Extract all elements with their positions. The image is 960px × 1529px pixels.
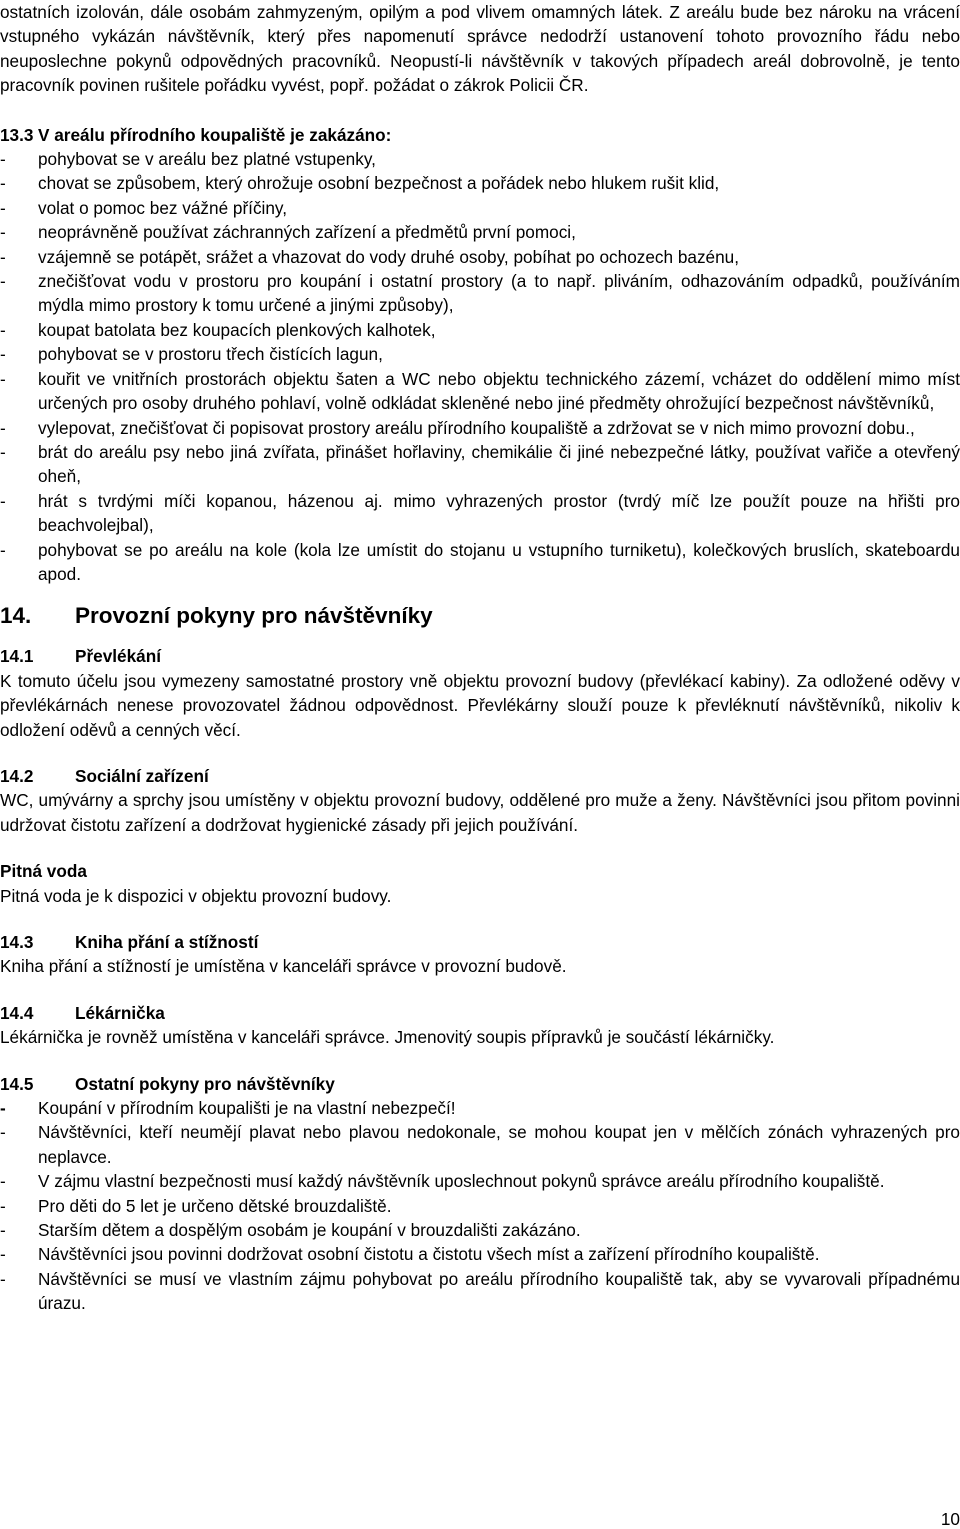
list-dash: - (0, 441, 6, 462)
section-14-3-heading (0, 930, 960, 954)
chapter-number: 14. (0, 603, 32, 629)
list-item-text: Návštěvníci se musí ve vlastním zájmu pohybovat po areálu přírodního koupaliště tak, aby se vyvarovali případnému úrazu. (38, 1268, 960, 1314)
list-dash: - (0, 344, 6, 365)
section-title: Lékárnička (75, 1002, 165, 1023)
list-item-text: pohybovat se v areálu bez platné vstupenky, (38, 149, 376, 170)
prohibited-item (0, 245, 960, 269)
prohibited-item (0, 269, 960, 318)
section-14-3-text: Kniha přání a stížností je umístěna v kanceláři správce v provozní budově. (0, 956, 567, 977)
list-item-text: znečišťovat vodu v prostoru pro koupání i ostatní prostory (a to např. pliváním, odhazováním odpadků, používáním mýdla mimo prostory k tomu určené a jinými způsoby), (38, 271, 960, 316)
section-14-2-text: WC, umývárny a sprchy jsou umístěny v objektu provozní budovy, oddělené pro muže a ženy. Návštěvníci jsou přitom povinni udržovat čistotu zařízení a dodržovat hygienické zásady při jejich používání. (0, 790, 960, 835)
list-item-text: hrát s tvrdými míči kopanou, házenou aj. mimo vyhrazených prostor (tvrdý míč lze použít pouze na hřišti pro beachvolejbal), (38, 490, 960, 536)
instruction-item (0, 1194, 960, 1218)
list-dash: - (0, 271, 6, 292)
instruction-item (0, 1096, 960, 1120)
list-dash: - (0, 1122, 6, 1143)
section-title: Kniha přání a stížností (75, 932, 259, 952)
list-item-text: vylepovat, znečišťovat či popisovat prostory areálu přírodního koupaliště a zdržovat se v nich mimo provozní dobu., (38, 417, 915, 438)
section-title: Ostatní pokyny pro návštěvníky (75, 1073, 335, 1094)
instruction-item (0, 1218, 960, 1242)
list-item-text: Návštěvníci jsou povinni dodržovat osobní čistotu a čistotu všech míst a zařízení přírodního koupaliště. (38, 1244, 820, 1265)
list-dash: - (0, 246, 6, 267)
section-number: 14.2 (0, 765, 34, 786)
section-14-4-heading (0, 1001, 960, 1025)
prohibited-item (0, 416, 960, 440)
instruction-item (0, 1120, 960, 1169)
visitor-instructions-list (0, 1096, 960, 1316)
intro-paragraph: ostatních izolován, dále osobám zahmyzeným, opilým a pod vlivem omamných látek. Z areálu bude bez nároku na vrácení vstupného vykázán návštěvník, který přes napomenutí správce nedodrží ustanovení tohoto provozního řádu nebo neuposlechne pokynů odpovědných pracovníků. Neopustí-li návštěvník v takových případech areál dobrovolně, je tento pracovník povinen rušitele pořádku vyvést, popř. požádat o zákrok Policii ČR. (0, 2, 960, 96)
prohibited-item (0, 342, 960, 366)
list-item-text: Pro děti do 5 let je určeno dětské brouzdaliště. (38, 1195, 392, 1216)
instruction-item (0, 1267, 960, 1316)
section-number: 13.3 (0, 124, 34, 145)
section-number: 14.4 (0, 1002, 34, 1023)
section-13-3 (0, 123, 960, 587)
list-item-text: pohybovat se v prostoru třech čistících lagun, (38, 344, 383, 365)
section-13-3-heading (0, 123, 960, 147)
prohibited-item (0, 440, 960, 489)
list-dash: - (0, 1244, 6, 1265)
page-number: 10 (940, 1509, 960, 1529)
list-item-text: Starším dětem a dospělým osobám je koupání v brouzdališti zakázáno. (38, 1220, 581, 1241)
prohibited-item (0, 318, 960, 342)
list-item-text: V zájmu vlastní bezpečnosti musí každý návštěvník uposlechnout pokynů správce areálu přírodního koupaliště. (38, 1171, 885, 1192)
prohibited-item (0, 367, 960, 416)
list-dash: - (0, 1171, 6, 1192)
drinking-water-heading: Pitná voda (0, 861, 87, 882)
list-dash: - (0, 368, 6, 389)
section-title: Převlékání (75, 646, 161, 667)
section-14-1-text: K tomuto účelu jsou vymezeny samostatné prostory vně objektu provozní budovy (převlékací kabiny). Za odložené oděvy v převlékárnách nenese provozovatel žádnou odpovědnost. Převlékárny slouží pouze k převléknutí návštěvníků, nikoliv k odložení oděvů a cenných věcí. (0, 670, 960, 740)
list-dash: - (0, 197, 6, 218)
list-dash: - (0, 539, 6, 560)
section-title: Sociální zařízení (75, 765, 209, 786)
prohibited-item (0, 220, 960, 244)
list-dash: - (0, 173, 6, 194)
prohibited-item (0, 538, 960, 587)
list-dash: - (0, 149, 6, 170)
list-dash: - (0, 319, 6, 340)
section-14-2-heading (0, 764, 960, 788)
prohibited-item (0, 196, 960, 220)
section-14-4-text: Lékárnička je rovněž umístěna v kanceláři správce. Jmenovitý soupis přípravků je součástí lékárničky. (0, 1027, 775, 1048)
section-14-5-heading (0, 1072, 960, 1096)
list-item-text: pohybovat se po areálu na kole (kola lze umístit do stojanu u vstupního turniketu), kolečkových bruslích, skateboardu apod. (38, 539, 960, 584)
list-item-text: Koupání v přírodním koupališti je na vlastní nebezpečí! (38, 1098, 456, 1119)
prohibited-list (0, 147, 960, 586)
list-item-text: koupat batolata bez koupacích plenkových kalhotek, (38, 319, 436, 340)
list-dash: - (0, 1195, 6, 1216)
drinking-water-text: Pitná voda je k dispozici v objektu provozní budovy. (0, 885, 392, 906)
list-item-text: volat o pomoc bez vážné příčiny, (38, 197, 288, 218)
list-dash: - (0, 490, 6, 511)
list-item-text: neoprávněně používat záchranných zařízení a předmětů první pomoci, (38, 222, 576, 243)
prohibited-item (0, 147, 960, 171)
prohibited-item (0, 489, 960, 538)
prohibited-item (0, 171, 960, 195)
instruction-item (0, 1169, 960, 1193)
section-number: 14.3 (0, 932, 34, 952)
list-item-text: vzájemně se potápět, srážet a vhazovat do vody druhé osoby, pobíhat po ochozech bazénu, (38, 246, 740, 267)
list-item-text: brát do areálu psy nebo jiná zvířata, přinášet hořlaviny, chemikálie či jiné nebezpečné látky, používat vařiče a otevřený oheň, (38, 441, 960, 487)
section-14-1-heading (0, 644, 960, 668)
list-dash: - (0, 1098, 6, 1119)
section-number: 14.5 (0, 1073, 34, 1094)
list-dash: - (0, 222, 6, 243)
section-title: V areálu přírodního koupaliště je zakázáno: (38, 124, 392, 145)
chapter-heading (0, 601, 960, 631)
list-dash: - (0, 417, 6, 438)
chapter-title: Provozní pokyny pro návštěvníky (75, 603, 433, 629)
section-number: 14.1 (0, 646, 34, 667)
list-dash: - (0, 1220, 6, 1241)
list-item-text: Návštěvníci, kteří neumějí plavat nebo plavou nedokonale, se mohou koupat jen v mělčích zónách vyhrazených pro neplavce. (38, 1122, 960, 1167)
list-item-text: chovat se způsobem, který ohrožuje osobní bezpečnost a pořádek nebo hlukem rušit klid, (38, 173, 720, 194)
instruction-item (0, 1242, 960, 1266)
list-item-text: kouřit ve vnitřních prostorách objektu šaten a WC nebo objektu technického zázemí, vcházet do oddělení mimo míst určených pro osoby druhého pohlaví, volně odkládat skleněné nebo jiné předměty ohrožující bezpečnost návštěvníků, (38, 368, 960, 414)
list-dash: - (0, 1268, 6, 1289)
